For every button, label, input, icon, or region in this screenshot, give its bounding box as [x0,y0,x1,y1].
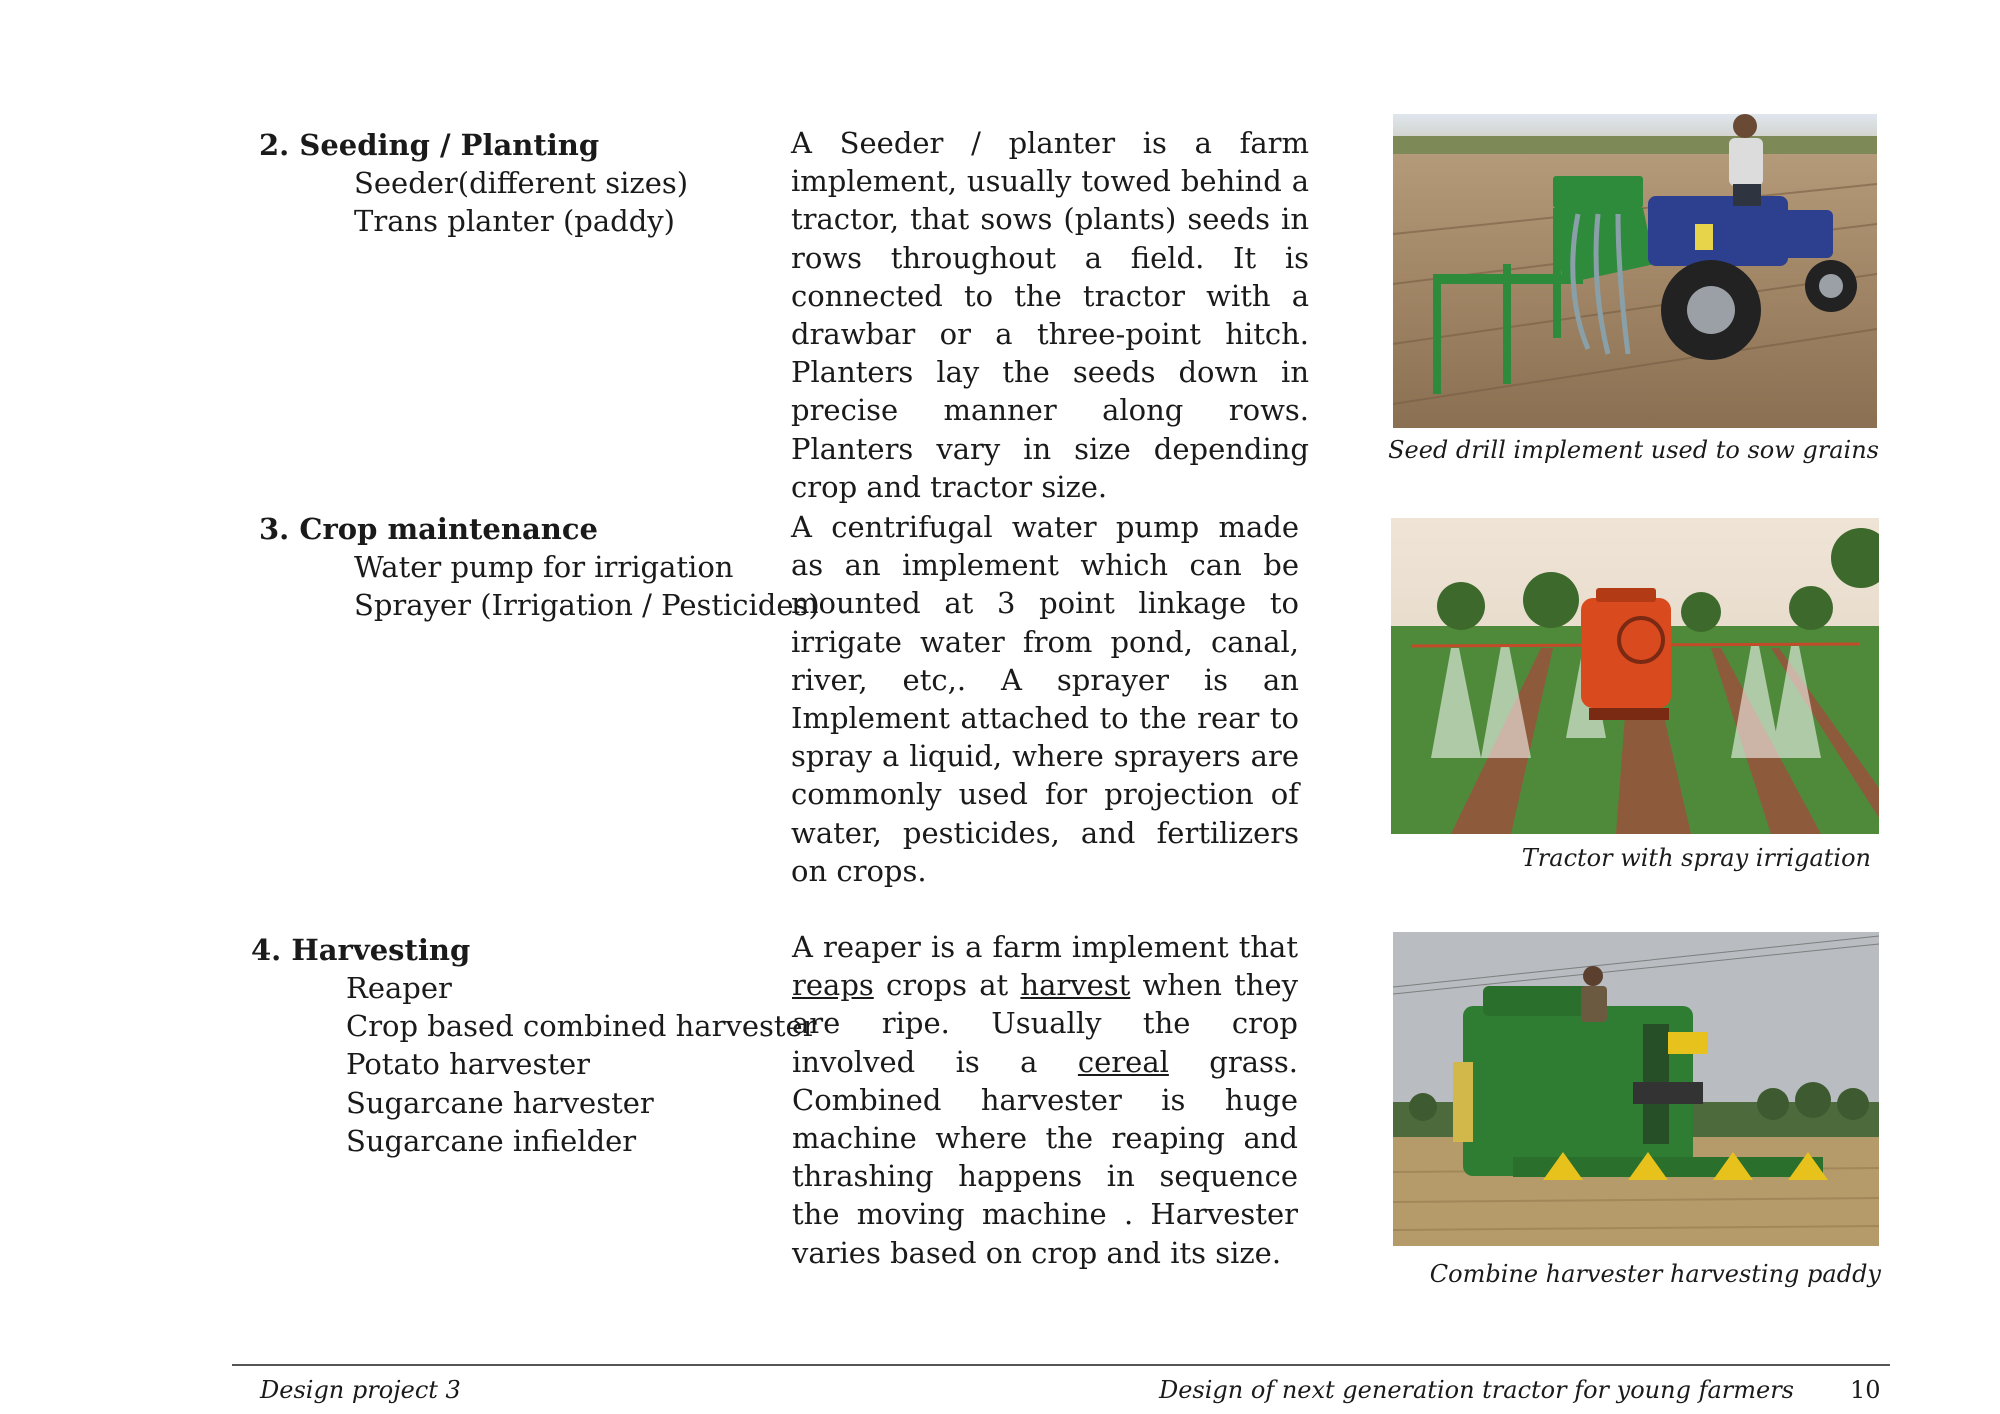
list-item: Crop based combined harvester [346,1009,817,1044]
paragraph-harvesting [792,928,1298,1272]
paragraph-text: A reaper is a farm implement that [792,930,1298,964]
item-list-harvesting [346,969,817,1160]
paragraph-text: crops at [873,968,1021,1003]
link-cereal[interactable]: cereal [1077,1044,1169,1079]
combine-harvester-image [1393,932,1879,1246]
paragraph-text: when they are ripe. Usually the crop involved is a [792,968,1298,1079]
combine-harvester-illustration [1393,932,1879,1246]
list-item: Sugarcane harvester [346,1085,654,1120]
tractor-sprayer-illustration [1391,518,1879,834]
sprayer-image [1391,518,1879,834]
list-item: Water pump for irrigation [354,550,734,584]
item-list-crop-maintenance [354,548,820,624]
caption-sprayer: Tractor with spray irrigation [1521,844,1871,872]
paragraph-crop-maintenance: A centrifugal water pump made as an implement which can be mounted at 3 point linkage to irrigate water from pond, canal, river, etc,. A sprayer is an Implement attached to the rear to spray a liquid, where sprayers are commonly used for projection of water, pesticides, and fertilizers on crops. [791,510,1299,888]
list-item: Reaper [346,971,452,1005]
seed-drill-tractor-illustration [1393,114,1877,428]
paragraph-text: grass. Combined harvester is huge machine where the reaping and thrashing happens in sequence the moving machine . Harvester varies based on crop and its size. [792,1044,1299,1270]
link-harvest[interactable]: harvest [1020,968,1131,1003]
list-item: Potato harvester [346,1047,591,1082]
footer-document-title: Design of next generation tractor for young farmers [1158,1376,1794,1404]
section-heading-seeding: 2. Seeding / Planting [259,128,600,162]
section-heading-crop-maintenance: 3. Crop maintenance [259,512,598,546]
item-list-seeding [354,164,688,240]
caption-seed-drill: Seed drill implement used to sow grains [1388,436,1879,464]
footer-divider [232,1364,1890,1366]
seed-drill-image [1393,114,1877,428]
list-item: Sprayer (Irrigation / Pesticides) [354,588,820,623]
section-heading-harvesting: 4. Harvesting [251,933,471,967]
list-item: Trans planter (paddy) [354,204,675,239]
footer-project-title: Design project 3 [260,1376,461,1404]
list-item: Seeder(different sizes) [354,166,689,200]
link-reaps[interactable]: reaps [792,968,874,1003]
paragraph-seeding: A Seeder / planter is a farm implement, usually towed behind a tractor, that sows (plants) seeds in rows throughout a field. It is connected to the tractor with a drawbar or a three-point hitch. Planters lay the seeds down in precise manner along rows. Planters vary in size depending crop and tractor size. [791,126,1309,504]
list-item: Sugarcane infielder [346,1123,637,1158]
page-number: 10 [1850,1376,1881,1404]
caption-combine-harvester: Combine harvester harvesting paddy [1429,1260,1881,1288]
